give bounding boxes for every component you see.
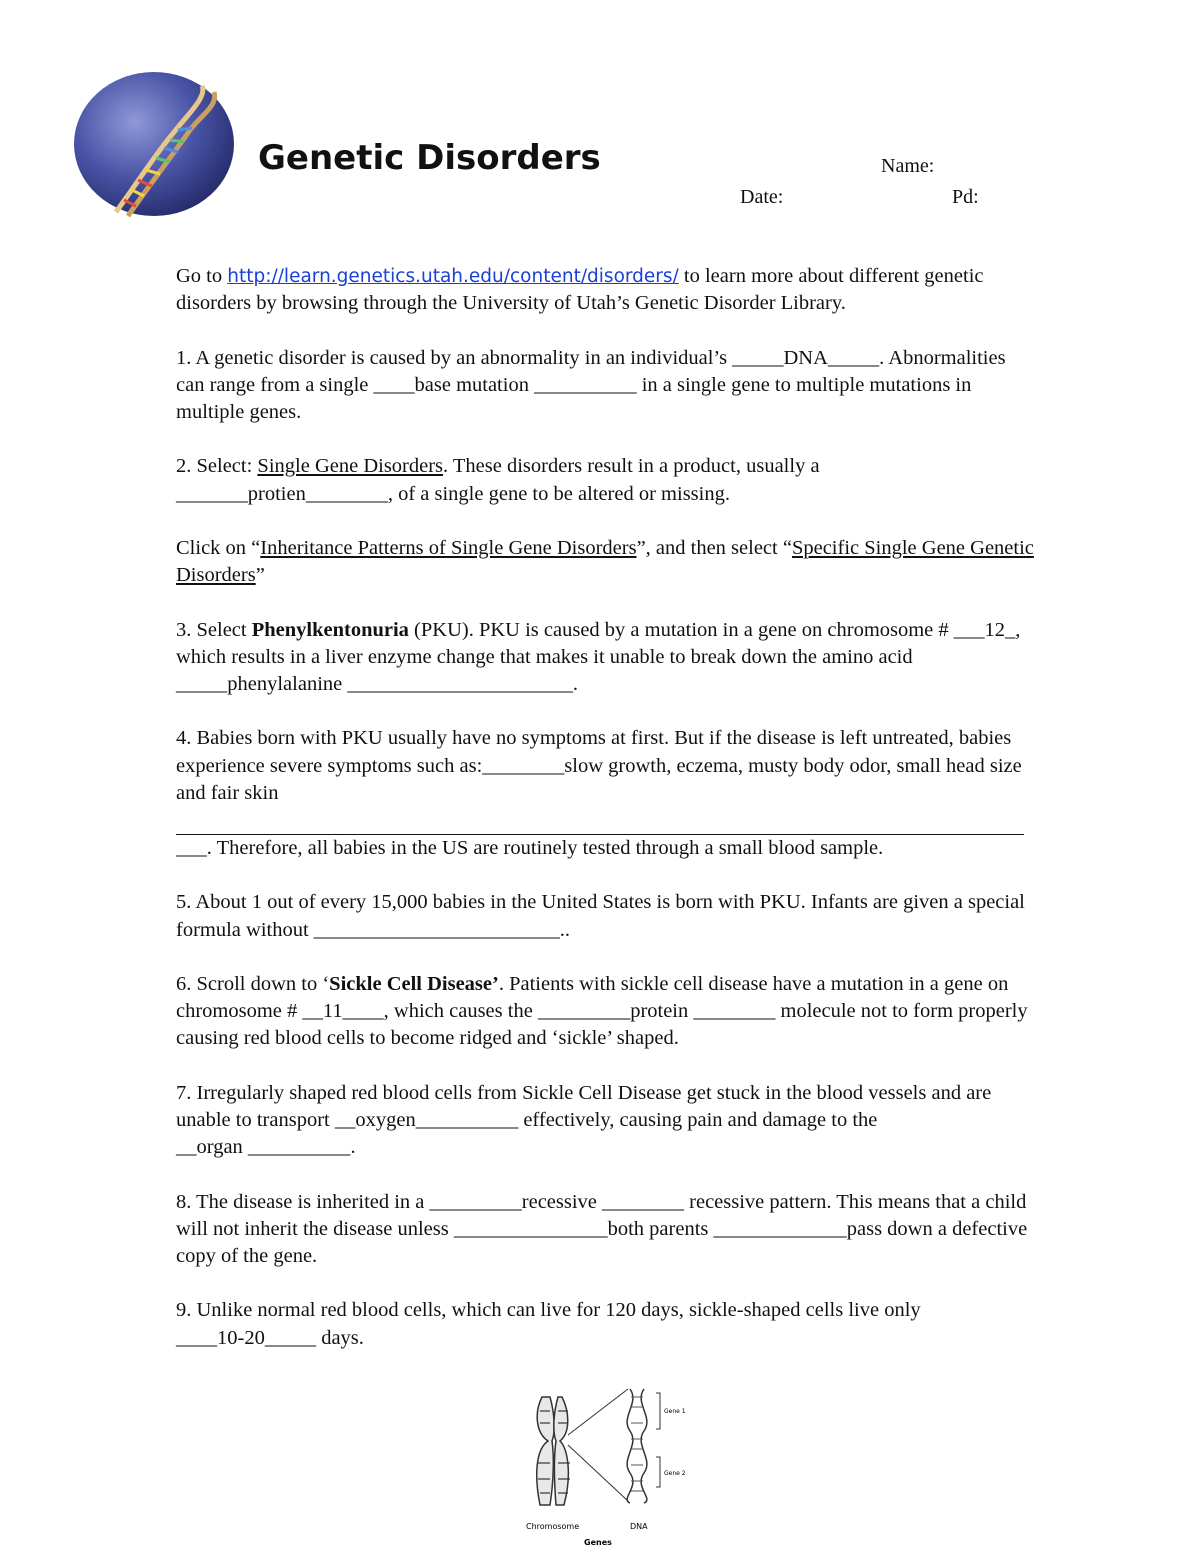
question-1: 1. A genetic disorder is caused by an abnormality in an individual’s _____DNA_____. Abnormalities can range from a single ____base mutation __________ in a single gene to multiple mutations in multiple genes. [176,346,1006,423]
question-3: 3. Select Phenylkentonuria (PKU). PKU is caused by a mutation in a gene on chromosome # ___12_, which results in a liver enzyme change that makes it unable to break down the amino acid _____phenylalanine ______________________. [176,618,1021,695]
chromosome-label: Chromosome [526,1522,580,1531]
inheritance-patterns-link[interactable]: Inheritance Patterns of Single Gene Disorders [260,536,637,559]
answer-blank: __organ __________ [176,1136,351,1159]
specific-disorders-link[interactable]: Specific Single Gene Genetic Disorders [176,536,1034,587]
answer-blank: _____phenylalanine ______________________ [176,672,573,695]
dna-label: DNA [630,1522,648,1531]
answer-blank: ____base mutation __________ [373,373,637,396]
pku-term: Phenylkentonuria [251,618,409,641]
chromosome-dna-diagram [520,1383,696,1549]
question-7: 7. Irregularly shaped red blood cells from Sickle Cell Disease get stuck in the blood vessels and are unable to transport __oxygen__________ effectively, causing pain and damage to the __organ __________. [176,1081,992,1159]
question-9: 9. Unlike normal red blood cells, which can live for 120 days, sickle-shaped cells live only ____10-20_____ days. [176,1299,921,1349]
period-label: Pd: [952,186,979,208]
answer-blank: _______________both parents _____________pass down [453,1217,933,1240]
answer-blank: ___12_ [953,618,1016,641]
page-title: Genetic Disorders [258,138,601,178]
question-6: 6. Scroll down to ‘Sickle Cell Disease’. Patients with sickle cell disease have a mutation in a gene on chromosome # __11____, which causes the _________protein ________ molecule not to form properly causing red blood cells to become ridged and ‘sickle’ shaped. [176,972,1028,1050]
sickle-cell-term: Sickle Cell Disease’ [329,972,499,995]
gene-1-label: Gene 1 [664,1408,686,1415]
answer-blank: ____10-20_____ [176,1326,317,1349]
dna-globe-logo [72,66,238,218]
disorders-library-link[interactable]: http://learn.genetics.utah.edu/content/disorders/ [227,266,679,287]
question-4: 4. Babies born with PKU usually have no symptoms at first. But if the disease is left untreated, babies experience severe symptoms such as:________slow growth, eczema, musty body odor, small head size and fair skin ___. Therefore, all babies in the US are routinely tested through a small blood sample. [176,725,1036,862]
date-label: Date: [740,186,784,208]
question-8: 8. The disease is inherited in a _________recessive ________ recessive pattern. This means that a child will not inherit the disease unless _______________both parents _____________pass down a defective copy of the gene. [176,1190,1028,1267]
answer-blank: ___ [176,836,207,859]
gene-2-label: Gene 2 [664,1470,686,1477]
click-on-instructions: Click on “Inheritance Patterns of Single Gene Disorders”, and then select “Specific Single Gene Genetic Disorders” [176,536,1034,587]
answer-blank: _________recessive ________ [429,1190,685,1213]
question-2: 2. Select: Single Gene Disorders. These disorders result in a product, usually a _______protien________, of a single gene to be altered or missing. [176,455,820,505]
answer-blank: ________________________ [313,918,560,941]
answer-blank: _______protien________ [176,482,388,505]
answer-blank: _________protein ________ [537,1000,776,1023]
answer-blank: __11____ [302,1000,384,1023]
answer-blank: ________slow growth, eczema, musty body odor, small head size and fair skin [176,754,1022,804]
question-5: 5. About 1 out of every 15,000 babies in the United States is born with PKU. Infants are given a special formula without ________________________.. [176,891,1025,941]
intro-paragraph: Go to http://learn.genetics.utah.edu/content/disorders/ to learn more about different genetic disorders by browsing through the University of Utah’s Genetic Disorder Library. [176,265,984,315]
answer-line [176,807,1024,835]
name-label: Name: [881,155,935,177]
answer-blank: _____DNA_____ [732,346,880,369]
genes-label: Genes [584,1538,612,1547]
answer-blank: __oxygen__________ [334,1108,519,1131]
worksheet-body [176,263,1036,1379]
single-gene-disorders-link[interactable]: Single Gene Disorders [257,455,444,478]
